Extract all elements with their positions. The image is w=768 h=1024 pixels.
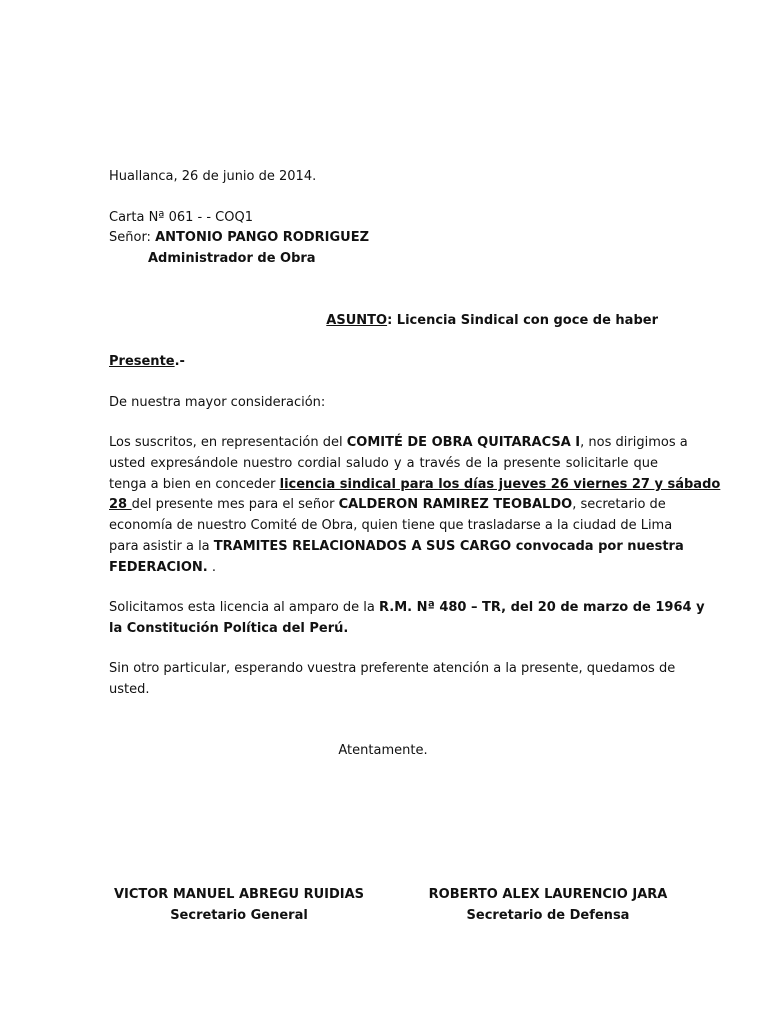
paragraph-line: tenga a bien en conceder licencia sindical para los días jueves 26 viernes 27 y sábado [109, 476, 721, 492]
paragraph-line [109, 619, 658, 640]
recipient-title-text: Administrador de Obra [148, 251, 316, 266]
letter-reference: Carta Nª 061 - - COQ1 [109, 210, 253, 225]
presente-suffix: .- [174, 354, 185, 369]
greeting: De nuestra mayor consideración: [109, 395, 326, 410]
paragraph-line: usted expresándole nuestro cordial saludo y a través de la presente solicitarle que [109, 455, 658, 471]
paragraph-line: Los suscritos, en representación del COMITÉ DE OBRA QUITARACSA I, nos dirigimos a [109, 435, 688, 450]
recipient-line [109, 228, 369, 248]
leave-days-cont: 28 [109, 497, 132, 513]
recipient-title [148, 249, 316, 269]
paragraph-line: FEDERACION. . [109, 559, 217, 575]
signature-block-right [420, 884, 676, 926]
signatory-role: Secretario General [170, 908, 308, 923]
committee-name: COMITÉ DE OBRA QUITARACSA I [346, 435, 581, 450]
member-name: CALDERON RAMIREZ TEOBALDO [338, 497, 573, 513]
place-date: Huallanca, 26 de junio de 2014. [109, 169, 317, 184]
signature-block-left [108, 884, 370, 926]
paragraph-line: 28 del presente mes para el señor CALDERON RAMIREZ TEOBALDO, secretario de [109, 497, 666, 513]
paragraph-line: Solicitamos esta licencia al amparo de la R.M. Nª 480 – TR, del 20 de marzo de 1964 y [109, 600, 705, 615]
paragraph-line: Sin otro particular, esperando vuestra preferente atención a la presente, quedamos de [109, 661, 676, 676]
subject-line [326, 311, 658, 331]
body-paragraph-3 [109, 659, 676, 701]
legal-reference: R.M. Nª 480 – TR, del 20 de marzo de 1964 y [379, 600, 705, 615]
presente-label: Presente [109, 354, 175, 369]
presente-line [109, 352, 185, 372]
subject-label: ASUNTO [326, 313, 388, 328]
subject-text: : Licencia Sindical con goce de haber [387, 313, 658, 328]
signatory-name: VICTOR MANUEL ABREGU RUIDIAS [113, 887, 365, 902]
body-paragraph-1 [109, 433, 721, 579]
paragraph-line: economía de nuestro Comité de Obra, quien tiene que trasladarse a la ciudad de Lima [109, 518, 673, 534]
recipient-name: ANTONIO PANGO RODRIGUEZ [155, 230, 370, 245]
event-name: TRAMITES RELACIONADOS A SUS CARGO convocada por nuestra [213, 538, 684, 554]
constitution-reference: la Constitución Política del Perú. [109, 620, 349, 636]
paragraph-line: para asistir a la TRAMITES RELACIONADOS A SUS CARGO convocada por nuestra [109, 538, 684, 554]
federation: FEDERACION. [109, 559, 208, 575]
body-paragraph-2 [109, 598, 705, 640]
salutation-label: Señor: [109, 230, 151, 245]
closing: Atentamente. [338, 743, 428, 758]
paragraph-line: usted. [109, 681, 150, 697]
leave-days: licencia sindical para los días jueves 26 viernes 27 y sábado [279, 476, 721, 492]
signatory-name: ROBERTO ALEX LAURENCIO JARA [428, 887, 668, 902]
signatory-role: Secretario de Defensa [466, 908, 630, 923]
